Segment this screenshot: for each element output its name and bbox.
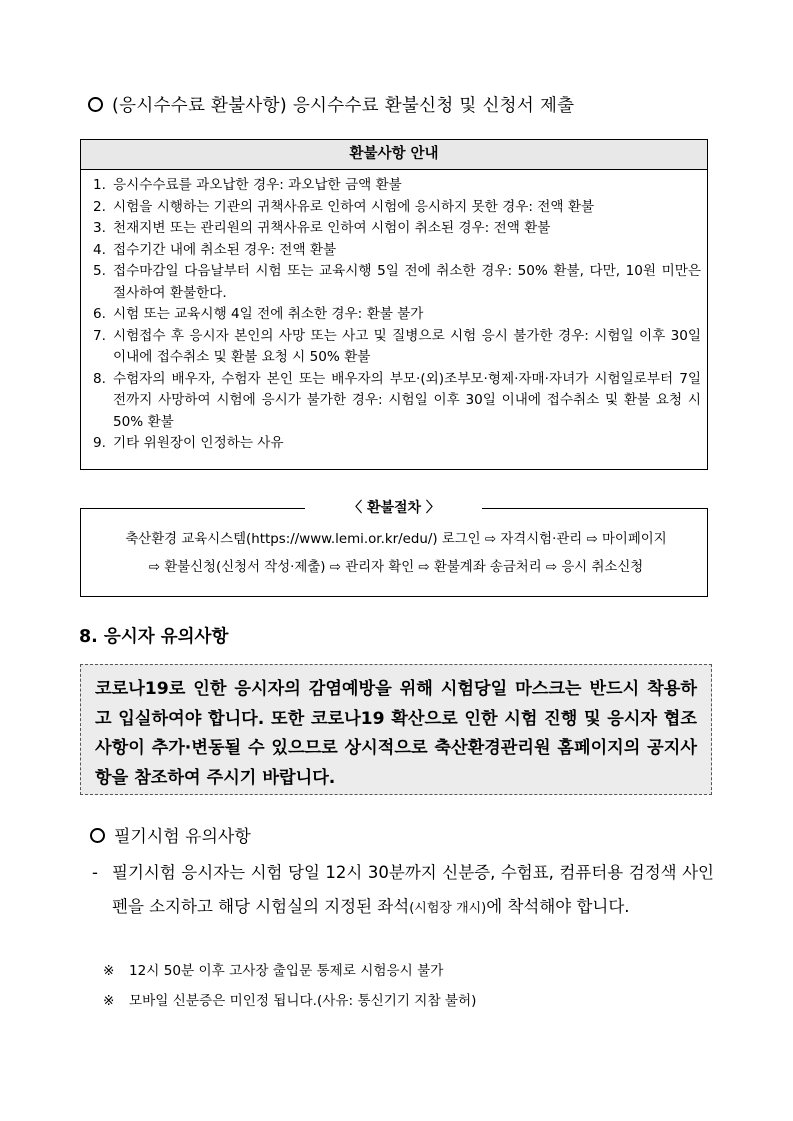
note-item	[103, 957, 476, 987]
list-item	[93, 433, 701, 455]
item-text: 접수기간 내에 취소된 경우: 전액 환불	[113, 241, 337, 258]
instruction-text: 필기시험 응시자는 시험 당일 12시 30분까지 신분증, 수험표, 컴퓨터용 검정색 사인펜을 소지하고 해당 시험실의 지정된 좌석	[112, 863, 714, 916]
note-text: 모바일 신분증은 미인정 됩니다.(사유: 통신기기 지참 불허)	[129, 992, 477, 1009]
item-text: 수험자의 배우자, 수험자 본인 또는 배우자의 부모·(외)조부모·형제·자매·자녀가 시험일로부터 7일 전까지 사망하여 시험에 응시가 불가한 경우: 시험일 이후 30일 이내에 접수취소 및 환불 요청 시 50% 환불	[113, 370, 701, 430]
dash-bullet: -	[92, 863, 98, 882]
item-number: 1.	[93, 177, 106, 193]
item-number: 3.	[93, 220, 106, 236]
item-number: 5.	[93, 263, 106, 279]
item-text: 기타 위원장이 인정하는 사유	[113, 435, 284, 451]
written-exam-heading	[90, 822, 251, 847]
item-number: 7.	[93, 327, 106, 344]
instruction-text-end: 에 착석해야 합니다.	[486, 896, 630, 916]
procedure-line-2: ⇨ 환불신청(신청서 작성·제출) ⇨ 관리자 확인 ⇨ 환불계좌 송금처리 ⇨ 응시 취소신청	[148, 560, 644, 575]
reference-mark-icon: ※	[103, 992, 115, 1009]
list-item	[93, 197, 701, 219]
written-exam-heading-text: 필기시험 유의사항	[114, 827, 251, 847]
item-text: 접수마감일 다음날부터 시험 또는 교육시행 5일 전에 취소한 경우: 50% 환불, 다만, 10원 미만은 절사하여 환불한다.	[113, 263, 701, 301]
circle-bullet-icon	[88, 97, 103, 112]
item-text: 응시수수료를 과오납한 경우: 과오납한 금액 환불	[113, 177, 402, 193]
refund-heading-text: (응시수수료 환불사항) 응시수수료 환불신청 및 신청서 제출	[112, 96, 575, 116]
reference-mark-icon: ※	[103, 963, 115, 979]
list-item	[93, 304, 701, 326]
refund-info-title: 환불사항 안내	[81, 140, 707, 170]
section-8-heading: 8. 응시자 유의사항	[79, 627, 229, 647]
item-text: 시험접수 후 응시자 본인의 사망 또는 사고 및 질병으로 시험 응시 불가한 경우: 시험일 이후 30일 이내에 접수취소 및 환불 요청 시 50% 환불	[113, 327, 701, 365]
refund-info-list	[81, 170, 707, 455]
exam-notes	[103, 957, 476, 1016]
item-number: 8.	[93, 370, 106, 387]
refund-section-heading	[88, 92, 574, 117]
procedure-line-1: 축산환경 교육시스템(https://www.lemi.or.kr/edu/) 로그인 ⇨ 자격시험·관리 ⇨ 마이페이지	[125, 532, 667, 547]
written-exam-instructions	[92, 856, 714, 925]
item-number: 2.	[93, 198, 106, 215]
circle-bullet-icon	[90, 828, 105, 843]
list-item	[93, 240, 701, 262]
note-item	[103, 987, 476, 1017]
instruction-small-note: (시험장 개시)	[409, 900, 487, 916]
item-text: 시험 또는 교육시행 4일 전에 취소한 경우: 환불 불가	[113, 306, 424, 322]
list-item	[93, 326, 701, 369]
list-item	[93, 369, 701, 434]
list-item	[93, 175, 701, 197]
refund-procedure-box	[80, 508, 708, 597]
covid-notice-box	[80, 664, 712, 795]
refund-procedure-title-bar	[80, 498, 708, 518]
item-text: 시험을 시행하는 기관의 귀책사유로 인하여 시험에 응시하지 못한 경우: 전액 환불	[113, 198, 595, 215]
refund-info-box	[80, 139, 708, 470]
list-item	[93, 261, 701, 304]
item-number: 6.	[93, 306, 106, 322]
item-text: 천재지변 또는 관리원의 귀책사유로 인하여 시험이 취소된 경우: 전액 환불	[113, 220, 551, 236]
item-number: 9.	[93, 435, 106, 451]
covid-notice-text: 코로나19로 인한 응시자의 감염예방을 위해 시험당일 마스크는 반드시 착용하고 입실하여야 합니다. 또한 코로나19 확산으로 인한 시험 진행 및 응시자 협조사항이 추가·변동될 수 있으므로 상시적으로 축산환경관리원 홈페이지의 공지사항을 참조하여 주시기 바랍니다.	[95, 679, 697, 788]
refund-procedure-title: 〈 환불절차 〉	[348, 500, 440, 516]
item-number: 4.	[93, 241, 106, 258]
note-text: 12시 50분 이후 고사장 출입문 통제로 시험응시 불가	[129, 963, 444, 979]
list-item	[93, 218, 701, 240]
